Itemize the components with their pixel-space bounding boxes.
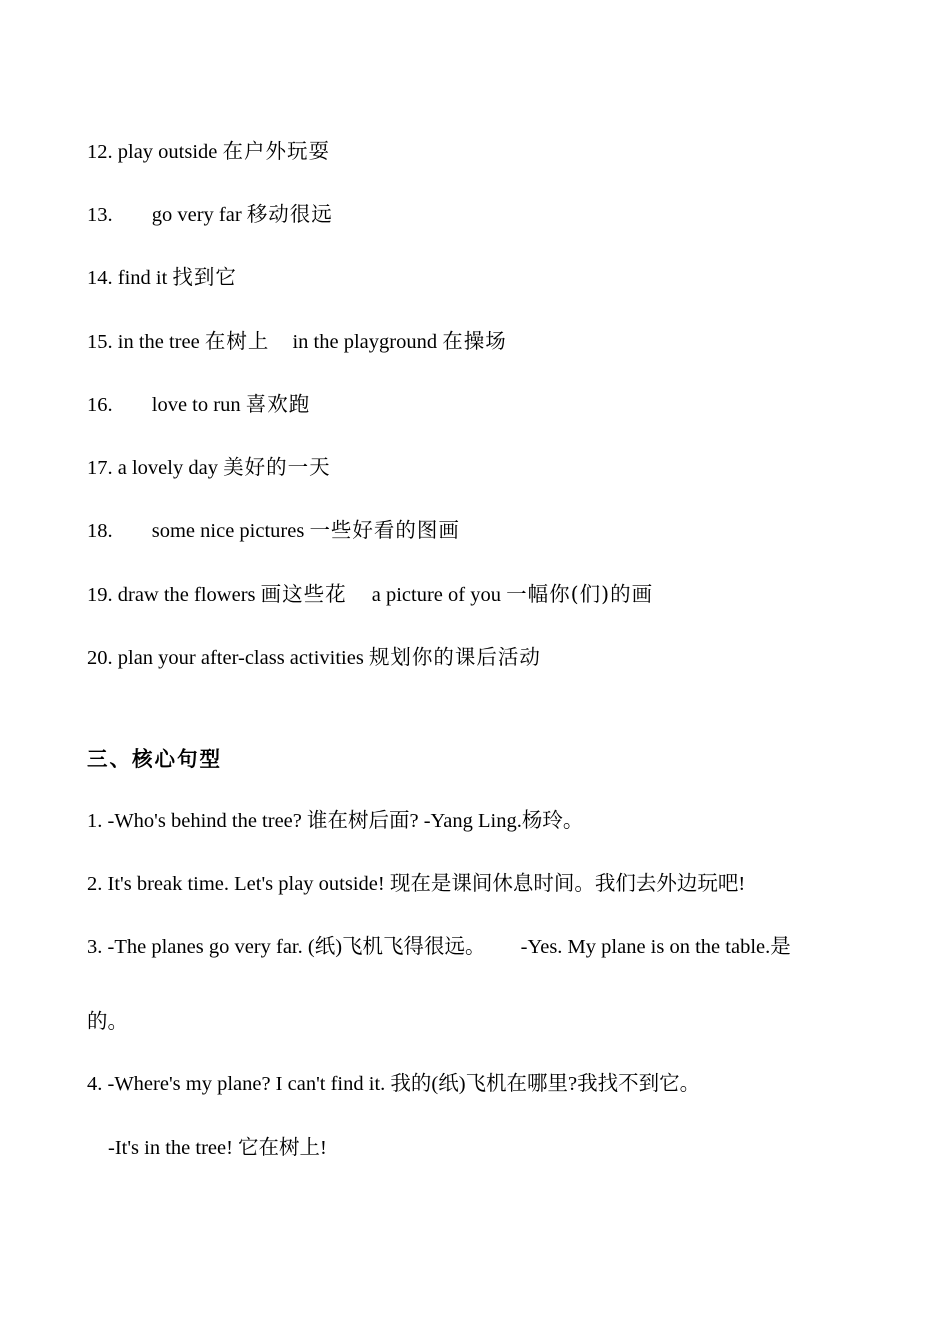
vocab-cn: 找到它 <box>172 265 237 289</box>
vocab-cn: 移动很远 <box>246 202 333 226</box>
vocab-item-13 <box>87 201 333 228</box>
vocab-en: find it <box>117 267 168 289</box>
vocab-item-15 <box>87 328 507 355</box>
sentence-1: 1. -Who's behind the tree? 谁在树后面? -Yang Ling.杨玲。 <box>87 810 584 832</box>
section-heading: 三、核心句型 <box>87 747 222 771</box>
vocab-en: some nice pictures <box>151 520 305 542</box>
vocab-item-18 <box>87 517 460 544</box>
vocab-en: draw the flowers <box>117 584 256 606</box>
vocab-num: 16. <box>87 394 113 416</box>
vocab-cn-2: 一幅你(们)的画 <box>506 582 654 606</box>
vocab-en-2: in the playground <box>292 331 438 353</box>
vocab-item-19 <box>87 581 653 608</box>
vocab-cn: 在户外玩耍 <box>222 139 331 163</box>
sentence-2: 2. It's break time. Let's play outside! 现在是课间休息时间。我们去外边玩吧! <box>87 873 746 895</box>
vocab-cn: 喜欢跑 <box>245 392 311 416</box>
vocab-num: 20. <box>87 647 113 669</box>
sentence-3-continuation: 的。 <box>87 1011 128 1033</box>
vocab-en-2: a picture of you <box>371 584 501 606</box>
sentence-4-continuation: -It's in the tree! 它在树上! <box>108 1137 327 1159</box>
vocab-cn: 画这些花 <box>260 582 347 606</box>
vocab-item-16 <box>87 391 310 418</box>
vocab-en: love to run <box>151 394 241 416</box>
vocab-num: 14. <box>87 267 113 289</box>
vocab-cn: 规划你的课后活动 <box>368 645 541 669</box>
vocab-num: 18. <box>87 520 113 542</box>
sentence-3-part-1: 3. -The planes go very far. (纸)飞机飞得很远。 <box>87 936 486 958</box>
vocab-num: 17. <box>87 457 113 479</box>
sentence-3 <box>87 934 791 960</box>
vocab-en: play outside <box>117 141 218 163</box>
vocab-cn: 美好的一天 <box>223 455 331 479</box>
vocab-en: go very far <box>151 204 242 226</box>
vocab-item-12 <box>87 138 330 165</box>
vocab-num: 13. <box>87 204 113 226</box>
vocab-cn: 一些好看的图画 <box>309 518 460 542</box>
vocab-item-20 <box>87 644 541 671</box>
sentence-3-part-2: -Yes. My plane is on the table.是 <box>520 936 791 958</box>
sentence-4: 4. -Where's my plane? I can't find it. 我的(纸)飞机在哪里?我找不到它。 <box>87 1073 701 1095</box>
vocab-item-17 <box>87 454 331 481</box>
vocab-num: 12. <box>87 141 113 163</box>
vocab-num: 19. <box>87 584 113 606</box>
vocab-cn: 在树上 <box>204 329 270 353</box>
vocab-cn-2: 在操场 <box>442 329 507 353</box>
vocab-en: in the tree <box>117 331 200 353</box>
vocab-en: a lovely day <box>117 457 218 479</box>
vocab-num: 15. <box>87 331 113 353</box>
vocab-en: plan your after-class activities <box>117 647 364 669</box>
vocab-item-14 <box>87 264 237 291</box>
